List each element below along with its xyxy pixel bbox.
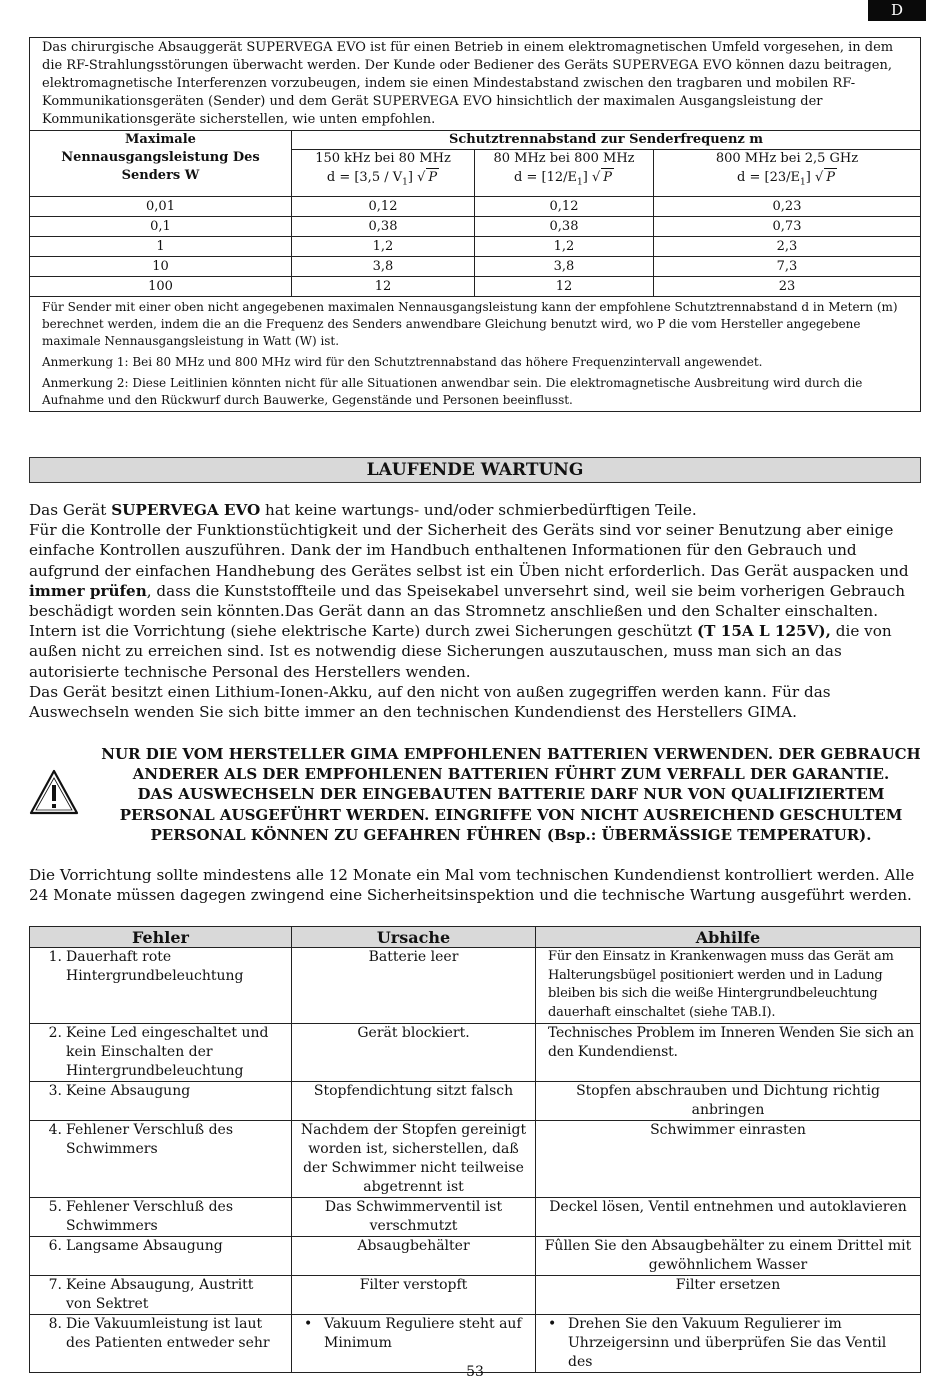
- warning-line-2: DAS AUSWECHSELN DER EINGEBAUTEN BATTERIE DARF NUR VON QUALIFIZIERTEM PERSONAL AUSGEFÜHRT WERDEN. EINGRIFFE VON NICHT AUSREICHEND GESCHULTEM PERSONAL KÖNNEN ZU GEFAHREN FÜHREN (Bsp.: ÜBERMÄSSIGE TEMPERATUR).: [119, 785, 903, 844]
- bullet-icon: •: [548, 1316, 557, 1332]
- emc-notes: [30, 297, 921, 412]
- paragraph: Das Gerät besitzt einen Lithium-Ionen-Akku, auf den nicht von außen zugegriffen werden kann. Für das Auswechseln wenden Sie sich bitte immer an den technischen Kundendienst des Herstellers GIMA.: [29, 682, 831, 722]
- table-row: 1 1,2 1,2 2,3: [30, 237, 921, 257]
- table-row: 2. Keine Led eingeschaltet und kein Einschalten der Hintergrundbeleuchtung Gerät blockiert. Technisches Problem im Inneren Wenden Sie sich an den Kundendienst.: [30, 1024, 921, 1082]
- band-label-1: 150 kHz bei 80 MHz: [315, 151, 451, 166]
- emc-distance-table: [29, 37, 921, 412]
- maintenance-text: [29, 500, 921, 722]
- header-remedy: Abhilfe: [536, 927, 921, 948]
- emc-intro: Das chirurgische Absauggerät SUPERVEGA EVO ist für einen Betrieb in einem elektromagnetischen Umfeld vorgesehen, in dem die RF-Strahlungsstörungen überwacht werden. Der Kunde oder Bediener des Geräts SUPERVEGA EVO können dazu beitragen, elektromagnetische Interferenzen vorzubeugen, indem sie einen Mindestabstand zwischen den tragbaren und mobilen RF-Kommunikationsgeräten (Sender) und dem Gerät SUPERVEGA EVO hinsichtlich der maximalen Ausgangsleistung der Kommunikationsgeräte sicherstellen, wie unten empfohlen.: [30, 38, 921, 131]
- band-header-3: [654, 150, 921, 197]
- paragraph: Für die Kontrolle der Funktionstüchtigkeit und der Sicherheit des Geräts sind vor seiner Benutzung aber einige einfache Kontrollen auszuführen. Dank der im Handbuch enthaltenen Informationen für den Gebrauch und aufgrund der einfachen Handhebung des Gerätes selbst ist ein Üben nicht erforderlich. Das Gerät auspacken und immer prüfen, dass die Kunststoffteile und das Speisekabel unversehrt sind, weil sie beim vorherigen Gebrauch beschädigt worden sein könnten.Das Gerät dann an das Stromnetz anschließen und den Schalter einschalten.: [29, 521, 909, 621]
- band-header-1: [292, 150, 475, 197]
- paragraph: Intern ist die Vorrichtung (siehe elektrische Karte) durch zwei Sicherungen geschützt (T 15A L 125V), die von außen nicht zu erreichen sind. Ist es notwendig diese Sicherungen auszutauschen, muss man sich an das autorisierte technische Personal des Herstellers wenden.: [29, 622, 892, 681]
- table-row: 5. Fehlener Verschluß des Schwimmers Das Schwimmerventil ist verschmutzt Deckel lösen, Ventil entnehmen und autoklavieren: [30, 1198, 921, 1237]
- page-number: 53: [466, 1364, 484, 1380]
- table-row: 8. Die Vakuumleistung ist laut des Patienten entweder sehr • Vakuum Reguliere steht auf Minimum • Drehen Sie den Vakuum Regulierer im Uhrzeigersinn und überprüfen Sie das Ventil des: [30, 1315, 921, 1373]
- table-row: 100 12 12 23: [30, 277, 921, 297]
- band-formula-2: $d = [12/E_1]$ √ P: [514, 170, 612, 188]
- warning-line-1: NUR DIE VOM HERSTELLER GIMA EMPFOHLENEN BATTERIEN VERWENDEN. DER GEBRAUCH ANDERER ALS DER EMPFOHLENEN BATTERIEN FÜHRT ZUM VERFALL DER GARANTIE.: [101, 745, 921, 784]
- band-formula-1: $d = [3,5 / V_1]$ √ P: [326, 170, 438, 188]
- band-header-2: [475, 150, 654, 197]
- section-title: LAUFENDE WARTUNG: [29, 457, 921, 483]
- table-row: 0,01 0,12 0,12 0,23: [30, 197, 921, 217]
- table-row: 3. Keine Absaugung Stopfendichtung sitzt falsch Stopfen abschrauben und Dichtung richtig anbringen: [30, 1082, 921, 1121]
- language-tab: D: [868, 0, 926, 21]
- band-label-2: 80 MHz bei 800 MHz: [493, 151, 635, 166]
- emc-note-1: Anmerkung 1: Bei 80 MHz und 800 MHz wird für den Schutztrennabstand das höhere Frequenzintervall angewendet.: [42, 355, 763, 369]
- table-row: 4. Fehlener Verschluß des Schwimmers Nachdem der Stopfen gereinigt worden ist, sicherstellen, daß der Schwimmer nicht teilweise abgetrennt ist Schwimmer einrasten: [30, 1121, 921, 1198]
- band-label-3: 800 MHz bei 2,5 GHz: [715, 151, 859, 166]
- emc-note-2: Anmerkung 2: Diese Leitlinien könnten nicht für alle Situationen anwendbar sein. Die elektromagnetische Ausbreitung wird durch die Aufnahme und den Rückwurf durch Bauwerke, Gegenstände und Personen beeinflusst.: [42, 376, 863, 407]
- inspection-note: Die Vorrichtung sollte mindestens alle 12 Monate ein Mal vom technischen Kundendienst kontrolliert werden. Alle 24 Monate müssen dagegen zwingend eine Sicherheitsinspektion und die technische Wartung ausgeführt werden.: [29, 866, 915, 905]
- warning-triangle-icon: [29, 768, 79, 816]
- troubleshooting-table: [29, 926, 921, 1373]
- table-row: 0,1 0,38 0,38 0,73: [30, 217, 921, 237]
- header-fault: Fehler: [30, 927, 292, 948]
- col-power-header: Maximale Nennausgangsleistung Des Senders W: [30, 131, 292, 197]
- col-distance-header: Schutztrennabstand zur Senderfrequenz m: [292, 131, 921, 150]
- table-row: 1. Dauerhaft rote Hintergrundbeleuchtung Batterie leer Für den Einsatz in Krankenwagen muss das Gerät am Halterungsbügel positioniert werden und in Ladung bleiben bis sich die weiße Hintergrundbeleuchtung dauerhaft einschaltet (siehe TAB.I).: [30, 948, 921, 1024]
- battery-warning: [98, 744, 924, 845]
- table-row: 10 3,8 3,8 7,3: [30, 257, 921, 277]
- bullet-icon: •: [304, 1316, 313, 1332]
- band-formula-3: $d = [23/E_1]$ √ P: [737, 170, 835, 188]
- table-row: 7. Keine Absaugung, Austritt von Sektret Filter verstopft Filter ersetzen: [30, 1276, 921, 1315]
- table-row: 6. Langsame Absaugung Absaugbehälter Fûllen Sie den Absaugbehälter zu einem Drittel mit gewöhnlichem Wasser: [30, 1237, 921, 1276]
- emc-note-formula: Für Sender mit einer oben nicht angegebenen maximalen Nennausgangsleistung kann der empfohlene Schutztrennabstand d in Metern (m) berechnet werden, indem die an die Frequenz des Senders anwendbare Gleichung benutzt wird, wo P die vom Hersteller angegebene maximale Nennausgangsleistung in Watt (W) ist.: [42, 300, 898, 348]
- header-cause: Ursache: [292, 927, 536, 948]
- paragraph: Das Gerät SUPERVEGA EVO hat keine wartungs- und/oder schmierbedürftigen Teile.: [29, 501, 697, 519]
